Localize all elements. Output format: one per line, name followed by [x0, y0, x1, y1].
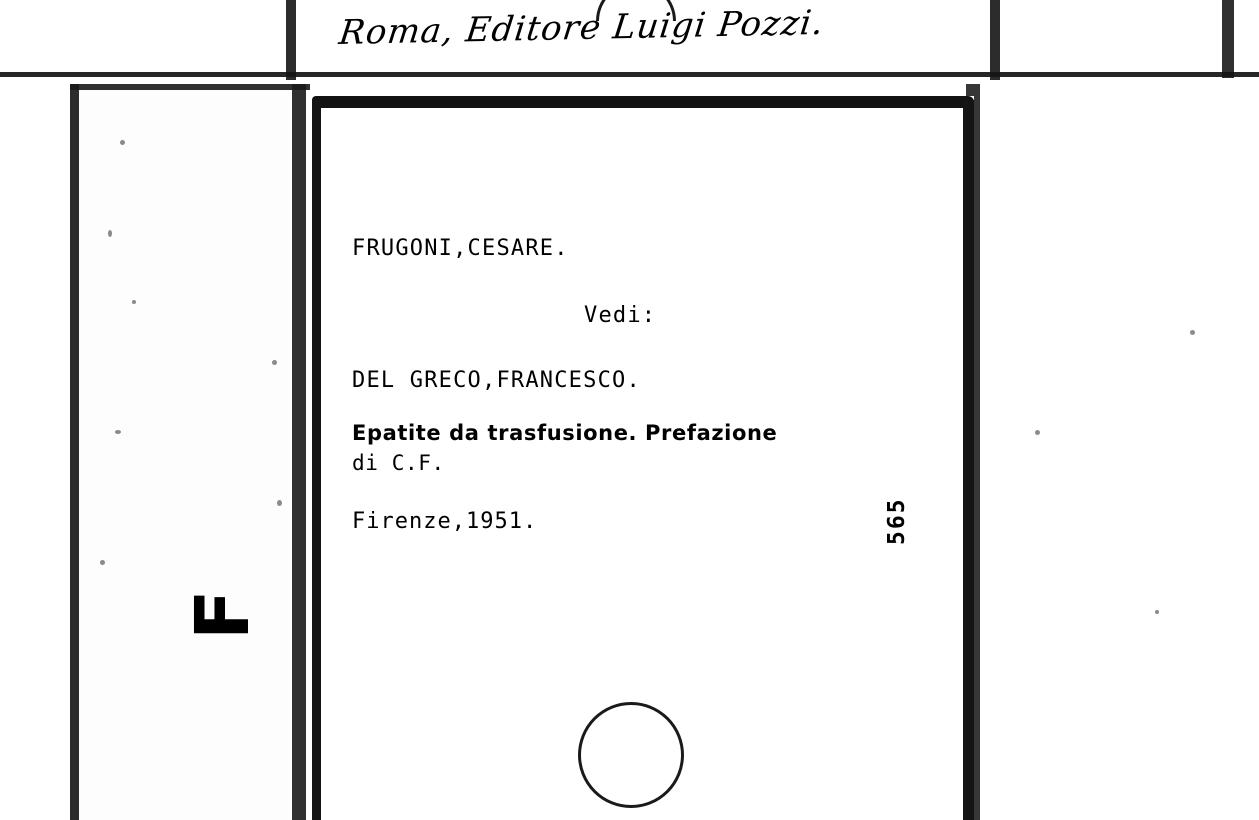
scan-speck	[100, 560, 105, 565]
guide-card-left-edge	[70, 84, 79, 820]
scan-speck	[272, 360, 277, 365]
card-referenced-title-line-2: di C.F.	[352, 451, 445, 475]
card-referenced-title-line-1: Epatite da trasfusione. Prefazione	[352, 421, 778, 445]
catalog-card-right-edge	[963, 100, 974, 820]
scan-speck	[115, 430, 121, 434]
upper-card-far-right-edge	[1222, 0, 1234, 78]
guide-card-top-edge	[70, 84, 310, 90]
circle-punch-hole-icon	[578, 702, 684, 808]
card-referenced-author: DEL GRECO,FRANCESCO.	[352, 368, 641, 393]
guide-card-right-edge	[292, 84, 306, 820]
scan-speck	[120, 140, 125, 145]
handwritten-imprint-note: Roma, Editore Luigi Pozzi.	[336, 2, 827, 54]
upper-card-bottom-edge	[0, 72, 1259, 77]
partial-circle-icon	[596, 0, 676, 21]
scan-speck	[108, 230, 112, 237]
catalog-card-text-block	[352, 236, 952, 534]
catalog-card-left-edge	[312, 100, 321, 820]
scan-speck	[277, 500, 282, 506]
card-heading-author: FRUGONI,CESARE.	[352, 236, 569, 261]
card-shelf-number: 565	[884, 497, 910, 545]
guide-card-body	[79, 90, 292, 820]
scan-speck	[1035, 430, 1040, 435]
scan-speck	[132, 300, 136, 304]
card-imprint: Firenze,1951.	[352, 509, 538, 534]
scan-speck	[1190, 330, 1195, 335]
upper-card-right-edge	[990, 0, 1000, 80]
catalog-card-top-edge	[312, 96, 974, 108]
upper-card-left-edge	[286, 0, 296, 80]
card-cross-reference-label: Vedi:	[584, 303, 657, 328]
scan-speck	[1155, 610, 1159, 614]
guide-letter: F	[180, 589, 266, 640]
